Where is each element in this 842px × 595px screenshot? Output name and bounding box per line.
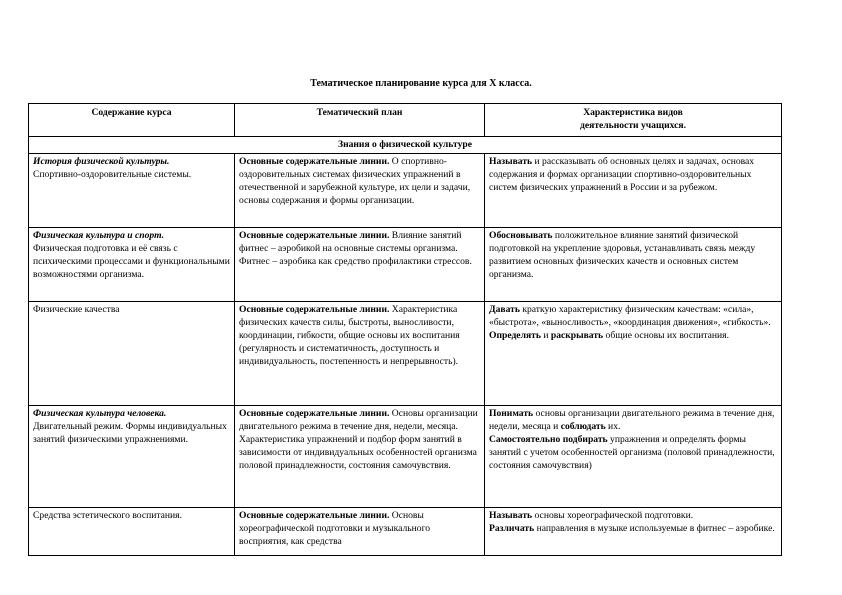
plan-text: Основы хореографической подготовки и музыкального восприятия, как средства bbox=[239, 510, 431, 547]
plan-text: Основы организации двигательного режима в течение дня, недели, месяца. Характеристика упражнений и подбор форм занятий в зависимости от индивидуальных особенностей организма половой принадлежности, состояния самочувствия. bbox=[239, 408, 478, 471]
activity-text: и рассказывать об основных целях и задачах, основах содержания и формах организации спортивно-оздоровительных систем физических упражнений в России и за рубежом. bbox=[489, 156, 755, 193]
activity-verb: Различать bbox=[489, 523, 535, 534]
activity-text: основы организации двигательного режима в течение дня, недели, месяца и bbox=[489, 408, 775, 432]
activity-text: общие основы их воспитания. bbox=[603, 330, 729, 341]
activity-verb: Называть bbox=[489, 510, 533, 521]
header-line: деятельности учащихся. bbox=[580, 120, 686, 131]
activity-verb: Называть bbox=[489, 156, 533, 167]
header-line: Характеристика видов bbox=[583, 107, 683, 118]
plan-text: Влияние занятий фитнес – аэробикой на основные системы организма. Фитнес – аэробика как средство профилактики стрессов. bbox=[239, 230, 472, 267]
activity-verb: Обосновывать bbox=[489, 230, 553, 241]
topic-content: Физические качества bbox=[33, 304, 120, 315]
activity-cell bbox=[485, 508, 782, 556]
course-content-cell bbox=[29, 154, 235, 228]
section-title: Знания о физической культуре bbox=[29, 137, 782, 154]
topic-content: Средства эстетического воспитания. bbox=[33, 510, 182, 521]
activity-verb: Самостоятельно подбирать bbox=[489, 434, 608, 445]
section-row bbox=[29, 137, 782, 154]
topic-content: Физическая подготовка и её связь с психическими процессами и функциональными возможностями организма. bbox=[33, 243, 230, 280]
plan-cell bbox=[235, 154, 485, 228]
table-row bbox=[29, 228, 782, 302]
table-row bbox=[29, 154, 782, 228]
activity-cell bbox=[485, 406, 782, 508]
plan-lead: Основные содержательные линии. bbox=[239, 230, 390, 241]
activity-text: направления в музыке используемые в фитнес – аэробике. bbox=[534, 523, 775, 534]
header-activity-characteristics bbox=[485, 104, 782, 137]
topic-title: История физической культуры. bbox=[33, 156, 170, 167]
plan-cell bbox=[235, 302, 485, 406]
topic-content: Двигательный режим. Формы индивидуальных занятий физическими упражнениями. bbox=[33, 421, 227, 445]
topic-title: Физическая культура и спорт. bbox=[33, 230, 165, 241]
course-content-cell bbox=[29, 302, 235, 406]
topic-title: Физическая культура человека. bbox=[33, 408, 167, 419]
header-course-content: Содержание курса bbox=[29, 104, 235, 137]
activity-text: и bbox=[540, 330, 551, 341]
activity-text: положительное влияние занятий физической подготовкой на укрепление здоровья, устанавливать связь между развитием основных физических качеств и основных систем организма. bbox=[489, 230, 756, 280]
course-content-cell bbox=[29, 406, 235, 508]
plan-text: Характеристика физических качеств силы, быстроты, выносливости, координации, гибкости, общие основы их воспитания (регулярность и систематичность, доступность и индивидуальность, постепенность и непрерывность). bbox=[239, 304, 460, 367]
activity-verb: Определять bbox=[489, 330, 541, 341]
plan-cell bbox=[235, 228, 485, 302]
header-thematic-plan: Тематический план bbox=[235, 104, 485, 137]
course-content-cell bbox=[29, 228, 235, 302]
plan-text: О спортивно-оздоровительных системах физических упражнений в отечественной и зарубежной культуре, их цели и задачи, основы содержания и формы организации. bbox=[239, 156, 471, 206]
table-row bbox=[29, 302, 782, 406]
activity-text: их. bbox=[605, 421, 621, 432]
activity-verb: Давать bbox=[489, 304, 520, 315]
plan-lead: Основные содержательные линии. bbox=[239, 408, 390, 419]
topic-content: Спортивно-оздоровительные системы. bbox=[33, 169, 192, 180]
plan-lead: Основные содержательные линии. bbox=[239, 304, 390, 315]
activity-text: основы хореографической подготовки. bbox=[532, 510, 694, 521]
activity-cell bbox=[485, 154, 782, 228]
plan-lead: Основные содержательные линии. bbox=[239, 510, 390, 521]
activity-paragraph bbox=[489, 522, 777, 535]
plan-cell bbox=[235, 508, 485, 556]
course-content-cell bbox=[29, 508, 235, 556]
activity-verb: раскрывать bbox=[550, 330, 604, 341]
activity-verb: соблюдать bbox=[560, 421, 606, 432]
plan-lead: Основные содержательные линии. bbox=[239, 156, 390, 167]
activity-text: краткую характеристику физическим качествам: «сила», «быстрота», «выносливость», «координация движения», «гибкость». bbox=[489, 304, 771, 328]
table-header-row bbox=[29, 104, 782, 137]
plan-cell bbox=[235, 406, 485, 508]
thematic-plan-table bbox=[28, 103, 782, 556]
activity-cell bbox=[485, 228, 782, 302]
activity-text: упражнения и определять формы занятий с учетом особенностей организма (половой принадлежности, состояния самочувствия) bbox=[489, 434, 775, 471]
table-row bbox=[29, 406, 782, 508]
activity-cell bbox=[485, 302, 782, 406]
activity-verb: Понимать bbox=[489, 408, 534, 419]
table-row bbox=[29, 508, 782, 556]
document-title: Тематическое планирование курса для X класса. bbox=[310, 78, 532, 89]
activity-paragraph bbox=[489, 433, 777, 472]
